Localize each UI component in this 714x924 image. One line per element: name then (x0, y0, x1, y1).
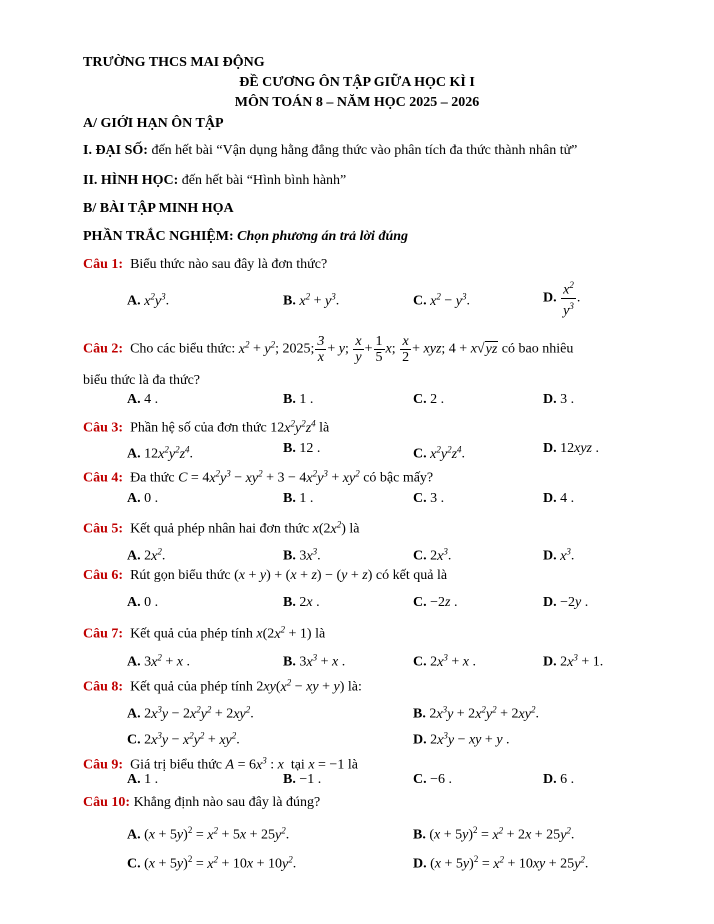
question-number: Câu 9: (83, 757, 124, 773)
q1-option-a: A. $x^2y^3$. (127, 291, 170, 309)
q10-option-c: C. $(x + 5y)^2 = x^2 + 10x + 10y^2$. (127, 854, 297, 872)
q6-option-a: A. 0 . (127, 595, 159, 610)
algebra-scope (83, 142, 577, 160)
q7-option-d: D. $2x^3 + 1$. (543, 652, 604, 670)
q6-option-c: C. −2z . (413, 595, 458, 610)
q5-option-b: B. $3x^3$. (283, 546, 321, 564)
question-9: Câu 9: Giá trị biểu thức $A = 6x^3$ : x tại x = −1 là (83, 755, 358, 773)
question-2: Câu 2: Cho các biểu thức: $x^2 + y^2$; 2025; $\frac{3}{x}$ + y; $\frac{x}{y}$ + $\frac{1}{5}$ x; $\frac{x}{2}$ + xyz; 4 + x√yz có bao nhiêu (83, 333, 574, 365)
section-b-heading: B/ BÀI TẬP MINH HỌA (83, 201, 234, 216)
question-tail: là (315, 626, 326, 642)
question-number: Câu 6: (83, 568, 124, 583)
question-tail: là (347, 757, 358, 773)
question-tail: có bao nhiêu (501, 341, 574, 357)
question-number: Câu 4: (83, 470, 124, 486)
mc-label: PHẦN TRẮC NGHIỆM: (83, 229, 234, 244)
question-number: Câu 5: (83, 521, 124, 537)
subject-title: MÔN TOÁN 8 – NĂM HỌC 2025 – 2026 (234, 95, 480, 110)
question-tail: là: (347, 679, 362, 695)
question-tail: là (349, 521, 360, 537)
question-number: Câu 2: (83, 341, 124, 357)
q1-option-b: B. $x^2 + y^3$. (283, 291, 340, 309)
q2-option-d: D. 3 . (543, 392, 575, 407)
q3-option-d: D. 12xyz . (543, 441, 600, 456)
q9-option-d: D. 6 . (543, 772, 575, 787)
q8-option-d: D. $2x^3y$ − xy + y . (413, 730, 510, 748)
q2-option-a: A. 4 . (127, 392, 159, 407)
mc-instruction: Chọn phương án trả lời đúng (233, 229, 409, 244)
question-text: Biểu thức nào sau đây là đơn thức? (130, 257, 328, 272)
question-text: Cho các biểu thức: (130, 341, 236, 357)
question-text: Kết quả phép nhân hai đơn thức (130, 521, 310, 537)
q10-option-b: B. $(x + 5y)^2 = x^2 + 2x + 25y^2$. (413, 825, 575, 843)
question-tail: có kết quả là (375, 568, 448, 583)
q8-option-c: C. $2x^3y - x^2y^2 + xy^2$. (127, 730, 240, 748)
geometry-label: II. HÌNH HỌC: (83, 173, 179, 188)
question-5: Câu 5: Kết quả phép nhân hai đơn thức $x(2x^2)$ là (83, 519, 360, 537)
mc-heading (83, 228, 408, 246)
question-4: Câu 4: Đa thức $C = 4x^2y^3 - xy^2 + 3 - 4x^2y^3 + xy^2$ có bậc mấy? (83, 468, 434, 486)
question-number: Câu 7: (83, 626, 124, 642)
q3-option-c: C. $x^2y^2z^4$. (413, 444, 466, 462)
question-number: Câu 1: (83, 257, 124, 272)
q9-option-b: B. −1 . (283, 772, 322, 787)
algebra-text: đến hết bài “Vận dụng hằng đẳng thức vào phân tích đa thức thành nhân tử” (147, 143, 578, 158)
q10-option-d: D. $(x + 5y)^2 = x^2 + 10xy + 25y^2$. (413, 854, 589, 872)
q5-option-c: C. $2x^3$. (413, 546, 452, 564)
q6-option-b: B. 2x . (283, 595, 320, 610)
algebra-label: I. ĐẠI SỐ: (83, 143, 148, 158)
document-title: ĐỀ CƯƠNG ÔN TẬP GIỮA HỌC KÌ I (239, 75, 475, 90)
q7-option-c: C. $2x^3 + x$ . (413, 652, 476, 670)
q4-option-c: C. 3 . (413, 491, 445, 506)
q8-option-a: A. $2x^3y - 2x^2y^2 + 2xy^2$. (127, 704, 254, 722)
q7-option-b: B. $3x^3 + x$ . (283, 652, 346, 670)
question-8: Câu 8: Kết quả của phép tính $2xy(x^2$ − xy + y) là: (83, 677, 362, 695)
q2-option-b: B. 1 . (283, 392, 314, 407)
question-text: Khẳng định nào sau đây là đúng? (133, 795, 321, 810)
q5-option-d: D. $x^3$. (543, 546, 575, 564)
question-tail: là (319, 420, 330, 436)
q1-option-c: C. $x^2 - y^3$. (413, 291, 470, 309)
q7-option-a: A. $3x^2 + x$ . (127, 652, 190, 670)
q4-option-d: D. 4 . (543, 491, 575, 506)
question-text: Phần hệ số của đơn thức (130, 420, 267, 436)
q3-option-b: B. 12 . (283, 441, 321, 456)
question-text: Đa thức (130, 470, 175, 486)
geometry-text: đến hết bài “Hình bình hành” (178, 173, 347, 188)
q5-option-a: A. $2x^2$. (127, 546, 166, 564)
geometry-scope (83, 172, 346, 190)
question-number: Câu 3: (83, 420, 124, 436)
question-2-continuation: biểu thức là đa thức? (83, 373, 201, 388)
question-text: Kết quả của phép tính (130, 626, 253, 642)
question-6: Câu 6: Rút gọn biểu thức (x + y) + (x + z) − (y + z) có kết quả là (83, 568, 448, 583)
question-text: Kết quả của phép tính (130, 679, 253, 695)
question-3: Câu 3: Phần hệ số của đơn thức $12x^2y^2z^4$ là (83, 418, 330, 436)
q1-option-d: D. $\frac{x^2}{y^3}$ . (543, 280, 581, 319)
question-text: Rút gọn biểu thức (130, 568, 231, 583)
q6-option-d: D. −2y . (543, 595, 589, 610)
question-number: Câu 8: (83, 679, 124, 695)
q2-option-c: C. 2 . (413, 392, 445, 407)
question-10 (83, 794, 320, 812)
q4-option-b: B. 1 . (283, 491, 314, 506)
section-a-heading: A/ GIỚI HẠN ÔN TẬP (83, 116, 224, 131)
question-7: Câu 7: Kết quả của phép tính $x(2x^2 + 1)$ là (83, 624, 326, 642)
q9-option-a: A. 1 . (127, 772, 159, 787)
question-1 (83, 256, 327, 274)
q8-option-b: B. $2x^3y + 2x^2y^2 + 2xy^2$. (413, 704, 539, 722)
question-tail: có bậc mấy? (363, 470, 434, 486)
question-mid: tại (290, 757, 305, 773)
q3-option-a: A. $12x^2y^2z^4$. (127, 444, 194, 462)
q9-option-c: C. −6 . (413, 772, 453, 787)
school-name: TRƯỜNG THCS MAI ĐỘNG (83, 55, 265, 70)
question-text: Giá trị biểu thức (130, 757, 223, 773)
q10-option-a: A. $(x + 5y)^2 = x^2 + 5x + 25y^2$. (127, 825, 290, 843)
q4-option-a: A. 0 . (127, 491, 159, 506)
question-number: Câu 10: (83, 795, 131, 810)
